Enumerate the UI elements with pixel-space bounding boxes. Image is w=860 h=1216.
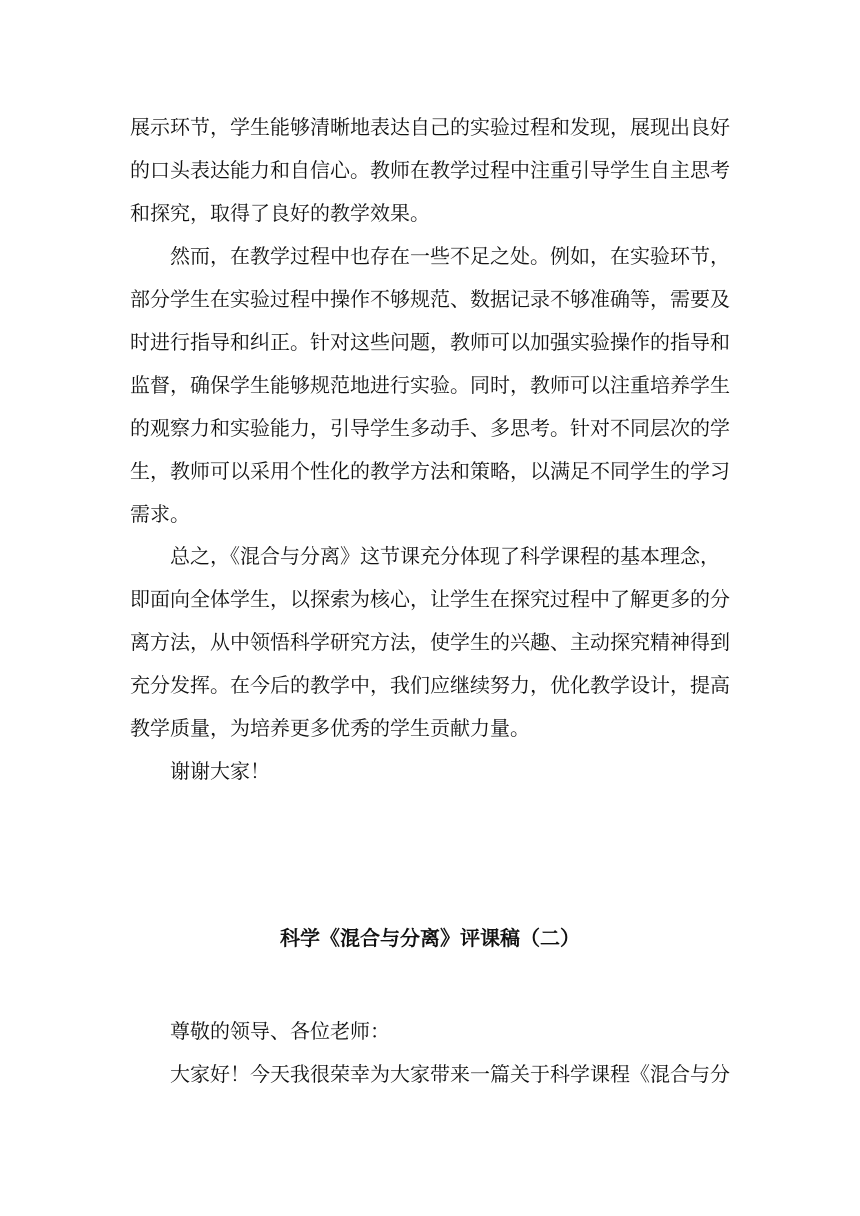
paragraph-2-line-3: 时进行指导和纠正。针对这些问题，教师可以加强实验操作的指导和: [130, 330, 730, 354]
closing-text: 谢谢大家！: [170, 759, 270, 783]
paragraph-2-line-1: 然而，在教学过程中也存在一些不足之处。例如，在实验环节，: [170, 244, 730, 268]
paragraph-3-line-1: 总之，《混合与分离》这节课充分体现了科学课程的基本理念，: [170, 544, 720, 568]
greeting-text: 尊敬的领导、各位老师：: [170, 1019, 390, 1043]
paragraph-1-line-2: 的口头表达能力和自信心。教师在教学过程中注重引导学生自主思考: [130, 158, 730, 182]
paragraph-3-line-2: 即面向全体学生，以探索为核心，让学生在探究过程中了解更多的分: [130, 587, 730, 611]
paragraph-2-line-6: 生，教师可以采用个性化的教学方法和策略，以满足不同学生的学习: [130, 459, 730, 483]
paragraph-1-line-1: 展示环节，学生能够清晰地表达自己的实验过程和发现，展现出良好: [130, 115, 730, 139]
paragraph-2-line-5: 的观察力和实验能力，引导学生多动手、多思考。针对不同层次的学: [130, 416, 730, 440]
paragraph-3-line-3: 离方法，从中领悟科学研究方法，使学生的兴趣、主动探究精神得到: [130, 630, 730, 654]
section-title: 科学《混合与分离》评课稿（二）: [280, 926, 580, 950]
intro-line: 大家好！今天我很荣幸为大家带来一篇关于科学课程《混合与分: [170, 1062, 730, 1086]
paragraph-2-line-7: 需求。: [130, 502, 190, 526]
paragraph-2-line-2: 部分学生在实验过程中操作不够规范、数据记录不够准确等，需要及: [130, 287, 730, 311]
paragraph-3-line-5: 教学质量，为培养更多优秀的学生贡献力量。: [130, 716, 530, 740]
paragraph-2-line-4: 监督，确保学生能够规范地进行实验。同时，教师可以注重培养学生: [130, 373, 730, 397]
paragraph-3-line-4: 充分发挥。在今后的教学中，我们应继续努力，优化教学设计，提高: [130, 673, 730, 697]
paragraph-1-line-3: 和探究，取得了良好的教学效果。: [130, 201, 430, 225]
